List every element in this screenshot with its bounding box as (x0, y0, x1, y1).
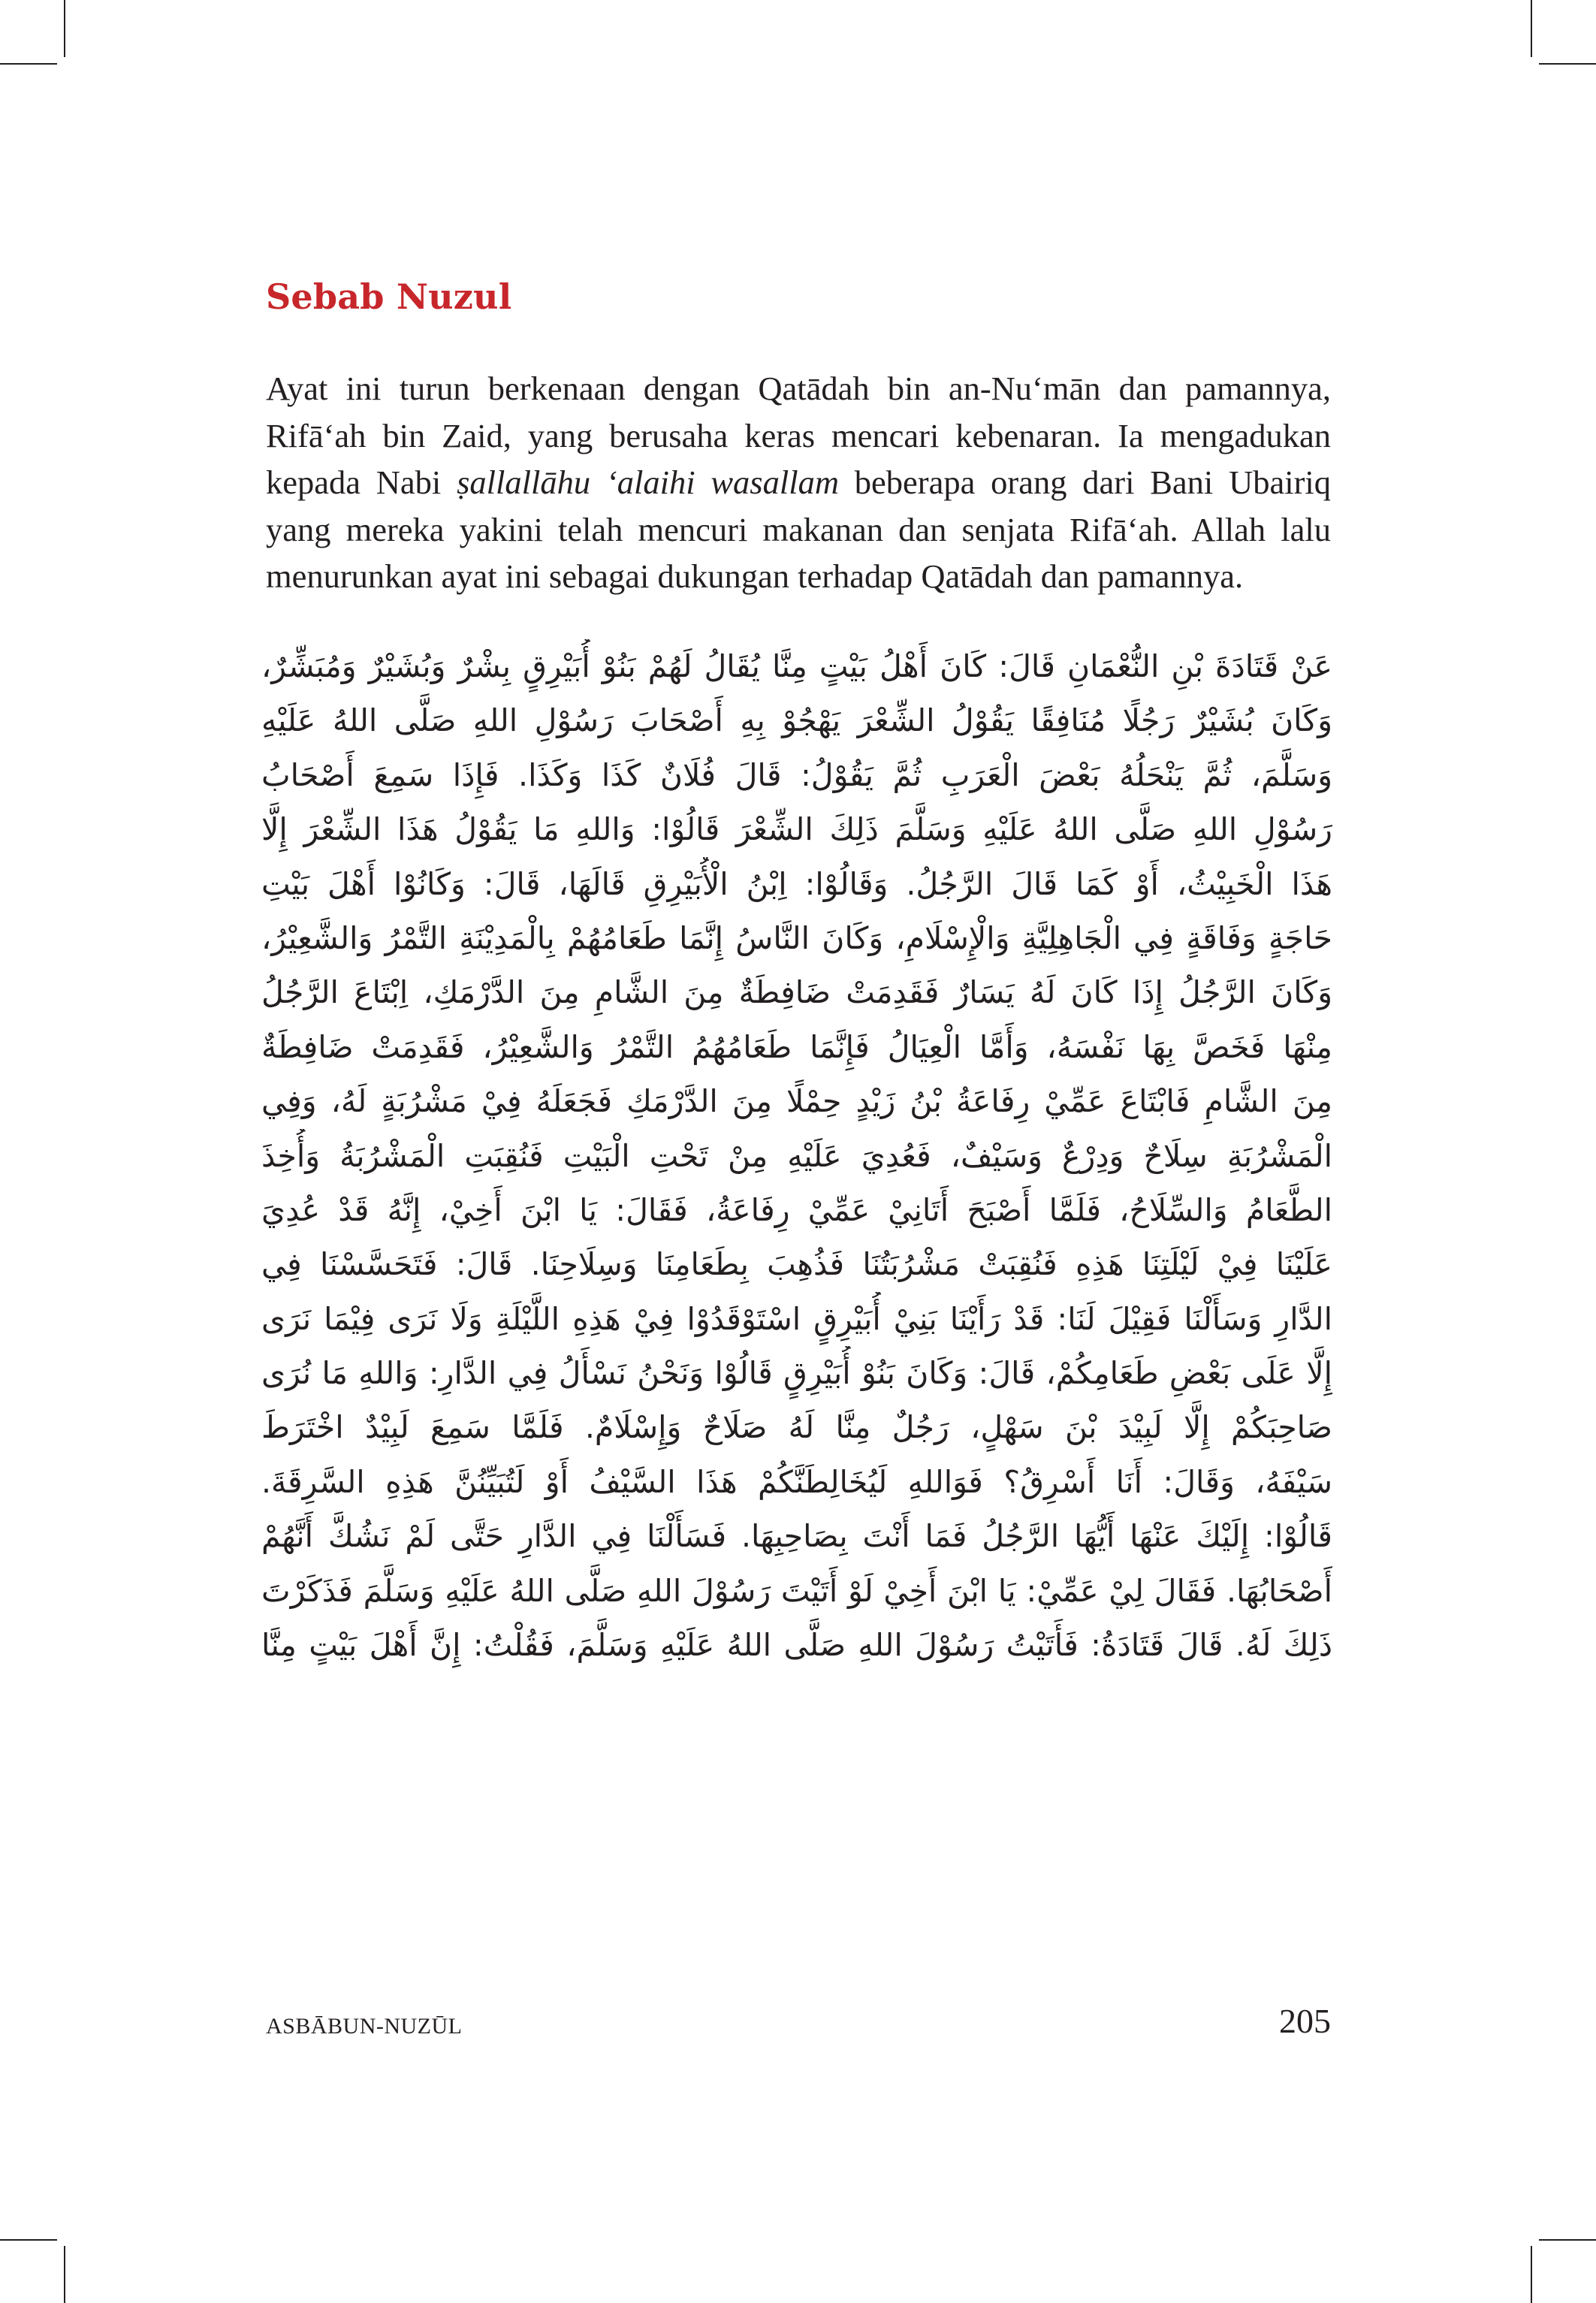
crop-mark (1539, 2239, 1596, 2241)
arabic-line: مِنْهَا فَخَصَّ بِهَا نَفْسَهُ، وَأَمَّا الْعِيَالُ فَإِنَّمَا طَعَامُهُمُ التَّمْرُ وَالشَّعِيْرُ، فَقَدِمَتْ ضَافِطَةٌ (261, 1028, 1332, 1065)
arabic-line: الْمَشْرُبَةِ سِلَاحٌ وَدِرْعٌ وَسَيْفٌ، فَعُدِيَ عَلَيْهِ مِنْ تَحْتِ الْبَيْتِ فَنُقِبَتِ الْمَشْرُبَةُ وَأُخِذَ (261, 1137, 1332, 1174)
arabic-line: عَنْ قَتَادَةَ بْنِ النُّعْمَانِ قَالَ: كَانَ أَهْلُ بَيْتٍ مِنَّا يُقَالُ لَهُمْ بَنُوْ أُبَيْرِقٍ بِشْرٌ وَبُشَيْرٌ وَمُبَشِّرٌ، (261, 648, 1332, 684)
arabic-line: وَسَلَّمَ، ثُمَّ يَنْحَلُهُ بَعْضَ الْعَرَبِ ثُمَّ يَقُوْلُ: قَالَ فُلَانٌ كَذَا وَكَذَا. فَإِذَا سَمِعَ أَصْحَابُ (261, 756, 1332, 793)
section-heading: Sebab Nuzul (266, 276, 512, 317)
arabic-line: قَالُوْا: إِلَيْكَ عَنْهَا أَيُّهَا الرَّجُلُ فَمَا أَنْتَ بِصَاحِبِهَا. فَسَأَلْنَا فِي الدَّارِ حَتَّى لَمْ نَشُكَّ أَنَّهُمْ (261, 1518, 1332, 1555)
arabic-line: الدَّارِ وَسَأَلْنَا فَقِيْلَ لَنَا: قَدْ رَأَيْنَا بَنِيْ أُبَيْرِقٍ اسْتَوْقَدُوْا فِيْ هَذِهِ اللَّيْلَةِ وَلَا نَرَى فِيْمَا نَرَى (261, 1300, 1332, 1337)
arabic-line: سَيْفَهُ، وَقَالَ: أَنَا أَسْرِقُ؟ فَوَاللهِ لَيُخَالِطَنَّكُمْ هَذَا السَّيْفُ أَوْ لَتُبَيِّنُنَّ هَذِهِ السَّرِقَةَ. (261, 1463, 1332, 1500)
intro-text: Ayat ini turun berkenaan dengan Qatādah bin an-Nu‘mān dan pamannya, Rifā‘ah bin Zaid, yang berusaha keras mencari kebenaran. Ia mengadukan kepada Nabi (266, 370, 1331, 501)
intro-text: beberapa orang dari Bani Ubairiq yang mereka yakini telah mencuri makanan dan senjata Rifā‘ah. Allah lalu menurunkan ayat ini sebagai dukungan terhadap Qatādah dan pamannya. (266, 463, 1331, 595)
arabic-hadith-text (261, 639, 1332, 1672)
honorific-text: ṣallallāhu ‘alaihi wasallam (457, 463, 839, 501)
crop-mark (0, 2239, 57, 2241)
arabic-line: إِلَّا عَلَى بَعْضِ طَعَامِكُمْ، قَالَ: وَكَانَ بَنُوْ أُبَيْرِقٍ قَالُوْا وَنَحْنُ نَسْأَلُ فِي الدَّارِ: وَاللهِ مَا نُرَى (261, 1355, 1332, 1392)
arabic-line: هَذَا الْخَبِيْثُ، أَوْ كَمَا قَالَ الرَّجُلُ. وَقَالُوْا: اِبْنُ الْأُبَيْرِقِ قَالَهَا، قَالَ: وَكَانُوْا أَهْلَ بَيْتِ (261, 865, 1332, 902)
crop-mark (1531, 2246, 1532, 2303)
arabic-line: أَصْحَابُهَا. فَقَالَ لِيْ عَمِّيْ: يَا ابْنَ أَخِيْ لَوْ أَتَيْتَ رَسُوْلَ اللهِ صَلَّى اللهُ عَلَيْهِ وَسَلَّمَ فَذَكَرْتَ (261, 1572, 1332, 1609)
crop-mark (0, 63, 57, 65)
arabic-line: حَاجَةٍ وَفَاقَةٍ فِي الْجَاهِلِيَّةِ وَالْإِسْلَامِ، وَكَانَ النَّاسُ إِنَّمَا طَعَامُهُمْ بِالْمَدِيْنَةِ التَّمْرُ وَالشَّعِيْرُ، (261, 919, 1332, 956)
arabic-line: وَكَانَ بُشَيْرٌ رَجُلًا مُنَافِقًا يَقُوْلُ الشِّعْرَ يَهْجُوْ بِهِ أَصْحَابَ رَسُوْلِ اللهِ صَلَّى اللهُ عَلَيْهِ (261, 702, 1332, 739)
crop-mark (64, 2246, 65, 2303)
arabic-line: رَسُوْلِ اللهِ صَلَّى اللهُ عَلَيْهِ وَسَلَّمَ ذَلِكَ الشِّعْرَ قَالُوْا: وَاللهِ مَا يَقُوْلُ هَذَا الشِّعْرَ إِلَّا (261, 811, 1332, 848)
arabic-line: مِنَ الشَّامِ فَابْتَاعَ عَمِّيْ رِفَاعَةُ بْنُ زَيْدٍ حِمْلًا مِنَ الدَّرْمَكِ فَجَعَلَهُ فِيْ مَشْرُبَةٍ لَهُ، وَفِي (261, 1083, 1332, 1120)
arabic-line: ذَلِكَ لَهُ. قَالَ قَتَادَةُ: فَأَتَيْتُ رَسُوْلَ اللهِ صَلَّى اللهُ عَلَيْهِ وَسَلَّمَ، فَقُلْتُ: إِنَّ أَهْلَ بَيْتٍ مِنَّا (261, 1627, 1332, 1664)
arabic-line: صَاحِبَكُمْ إِلَّا لَبِيْدَ بْنَ سَهْلٍ، رَجُلٌ مِنَّا لَهُ صَلَاحٌ وَإِسْلَامٌ. فَلَمَّا سَمِعَ لَبِيْدٌ اخْتَرَطَ (261, 1409, 1332, 1446)
running-title: ASBĀBUN-NUZŪL (266, 2014, 463, 2039)
arabic-line: وَكَانَ الرَّجُلُ إِذَا كَانَ لَهُ يَسَارٌ فَقَدِمَتْ ضَافِطَةٌ مِنَ الشَّامِ مِنَ الدَّرْمَكِ، اِبْتَاعَ الرَّجُلُ (261, 974, 1332, 1011)
arabic-line: عَلَيْنَا فِيْ لَيْلَتِنَا هَذِهِ فَنُقِبَتْ مَشْرُبَتُنَا فَذُهِبَ بِطَعَامِنَا وَسِلَاحِنَا. قَالَ: فَتَحَسَّسْنَا فِي (261, 1246, 1332, 1283)
crop-mark (1531, 0, 1532, 57)
crop-mark (1539, 63, 1596, 65)
crop-mark (64, 0, 65, 57)
intro-paragraph (266, 365, 1331, 600)
page-number: 205 (1279, 2002, 1331, 2040)
arabic-line: الطَّعَامُ وَالسِّلَاحُ، فَلَمَّا أَصْبَحَ أَتَانِيْ عَمِّيْ رِفَاعَةُ، فَقَالَ: يَا ابْنَ أَخِيْ، إِنَّهُ قَدْ عُدِيَ (261, 1191, 1332, 1228)
